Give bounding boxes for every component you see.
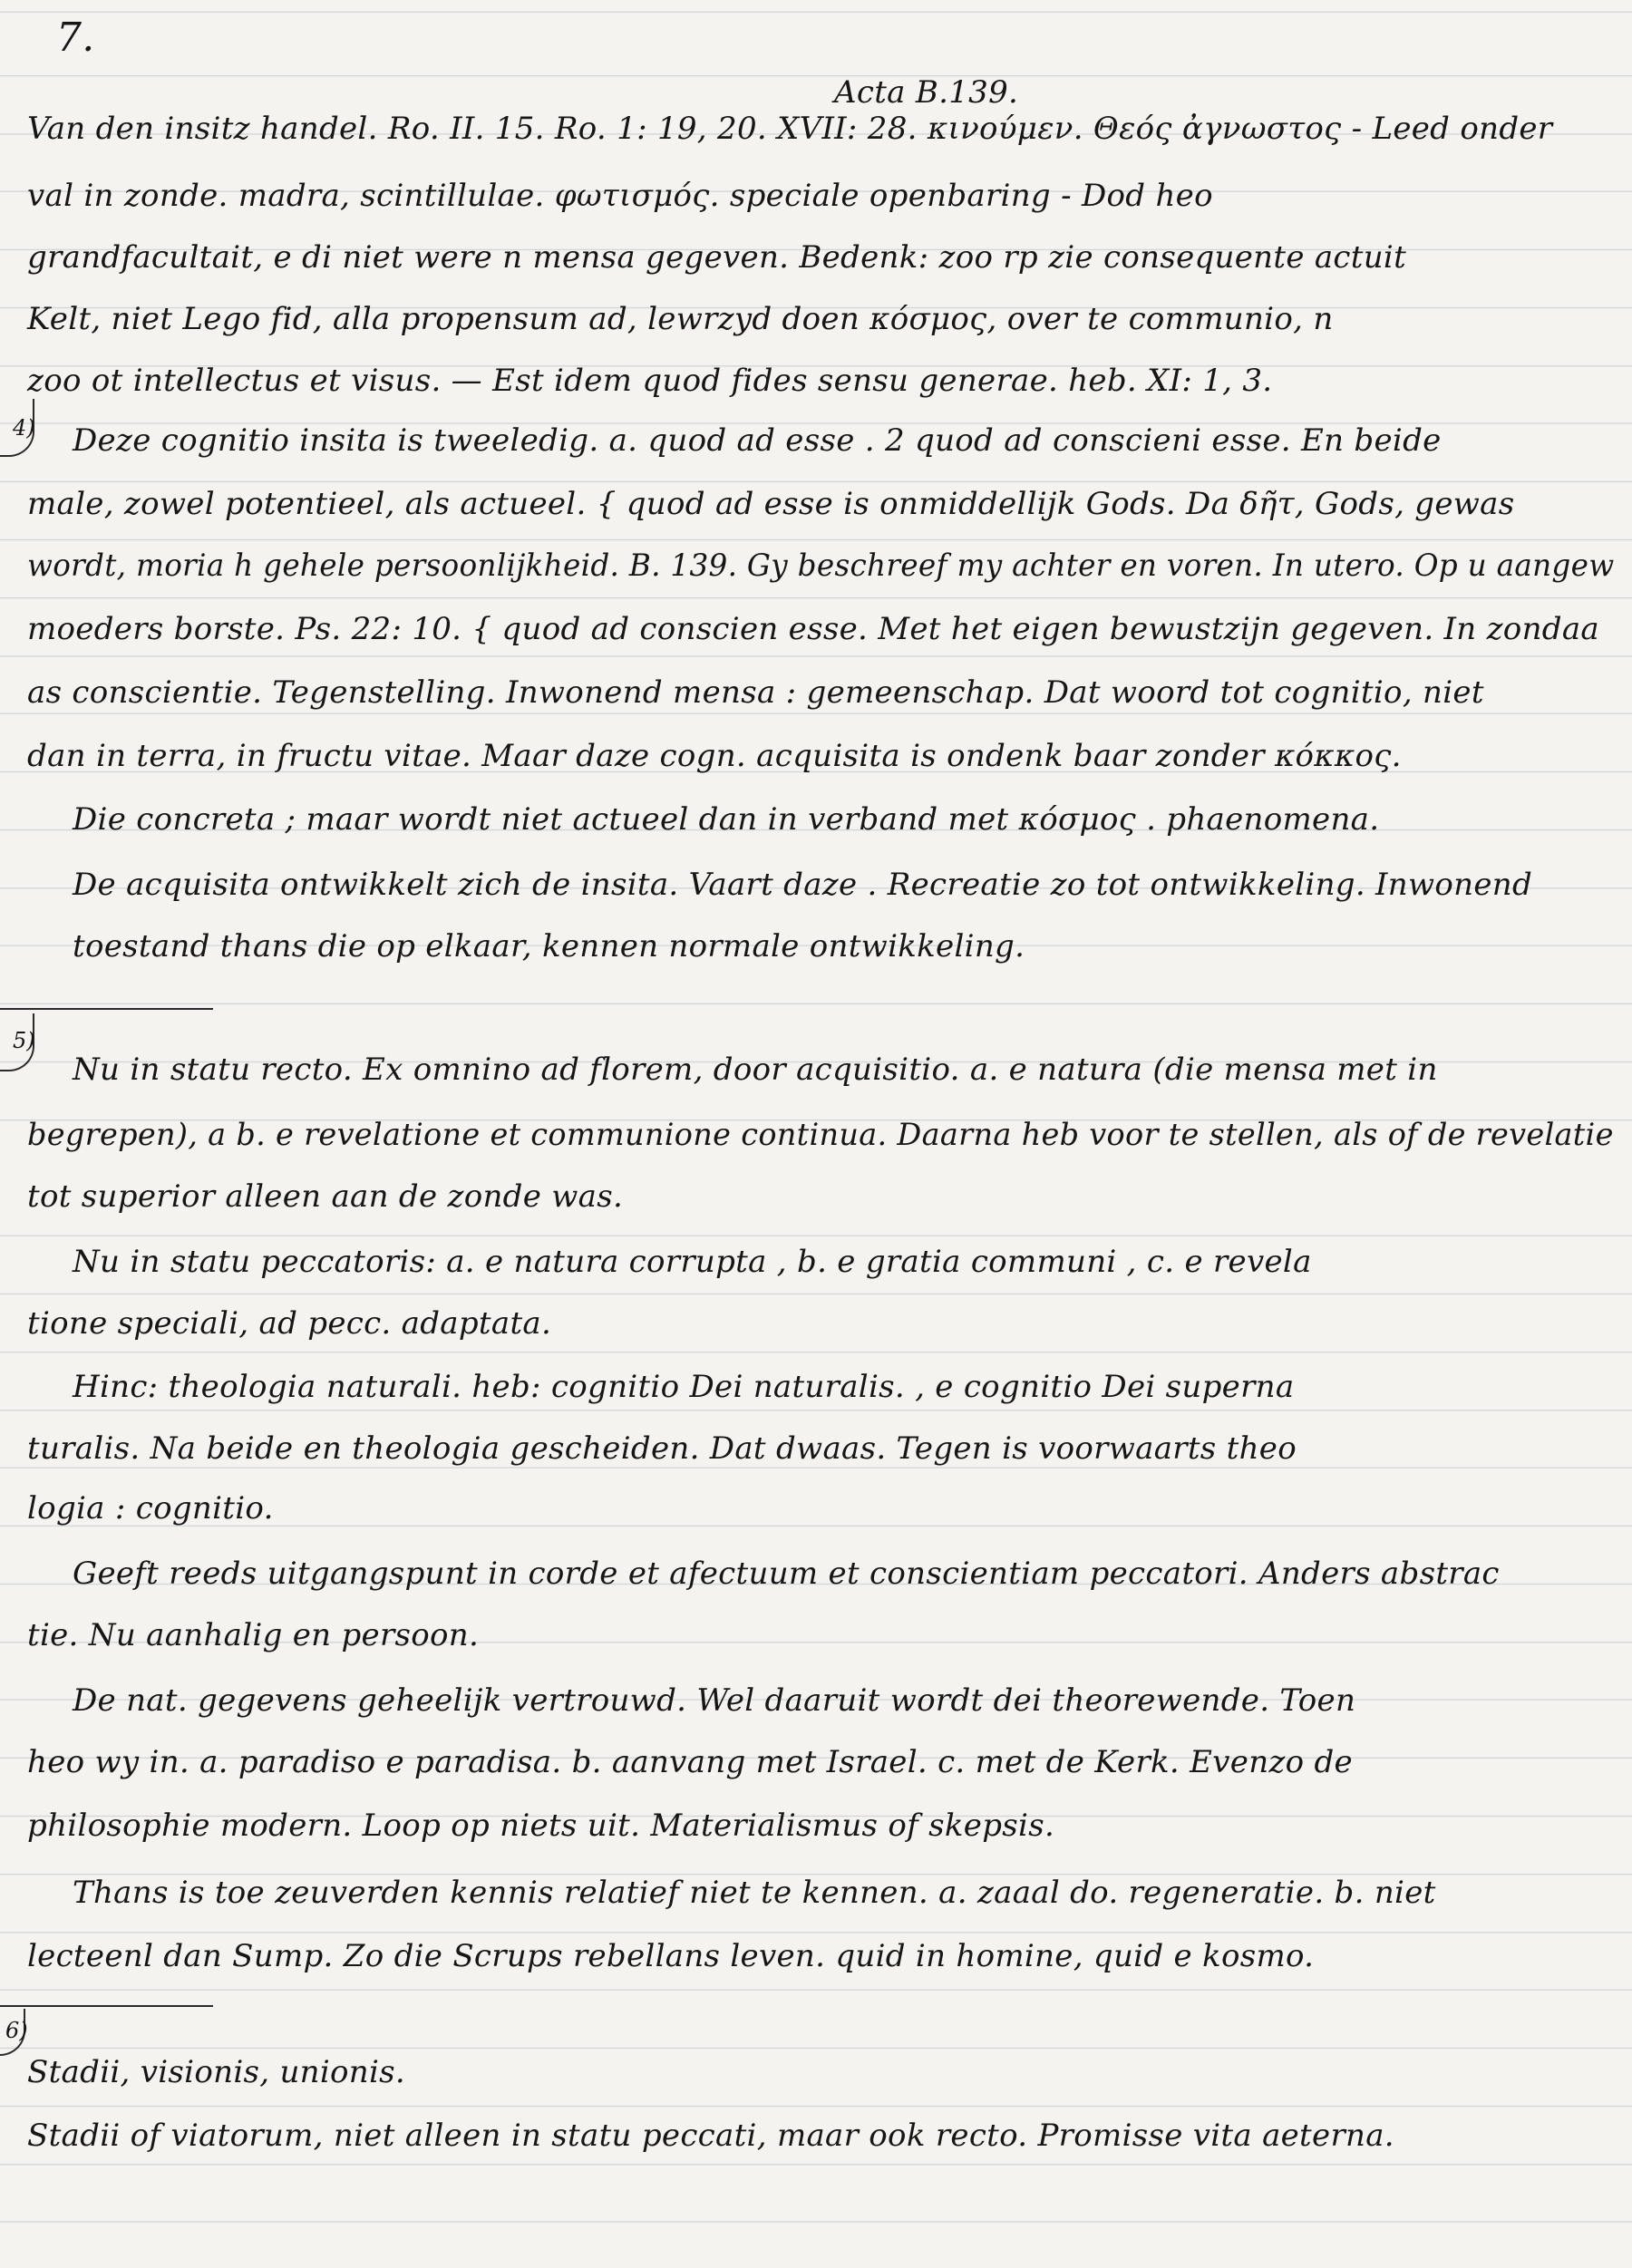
header-note: Acta B.139. [834,74,1019,111]
section-number: 5) [13,1028,35,1053]
intro-line: Van den insitz handel. Ro. II. 15. Ro. 1: 19, 20. XVII: 28. κινούμεν. Θεός ἀγνωστος - Leed onder [27,111,1553,147]
section5-line: lecteenl dan Sump. Zo die Scrups rebellans leven. quid in homine, quid e kosmo. [27,1938,1315,1974]
section6-line: Stadii of viatorum, niet alleen in statu peccati, maar ook recto. Promisse vita aeterna. [27,2118,1394,2154]
section4-line: De acquisita ontwikkelt zich de insita. Vaart daze . Recreatie zo tot ontwikkeling. Inwonend [73,867,1533,903]
section5-line: De nat. gegevens geheelijk vertrouwd. Wel daaruit wordt dei theorewende. Toen [73,1682,1356,1719]
section5-line: logia : cognitio. [27,1490,274,1527]
intro-line: Kelt, niet Lego fid, alla propensum ad, lewrzyd doen κόσμος, over te communio, n [27,301,1334,337]
section-divider [0,1008,213,1010]
section5-line: heo wy in. a. paradiso e paradisa. b. aanvang met Israel. c. met de Kerk. Evenzo de [27,1744,1353,1780]
section5-line: begrepen), a b. e revelatione et communione continua. Daarna heb voor te stellen, als of de revelatie [27,1117,1614,1153]
intro-line: val in zonde. madra, scintillulae. φωτισμός. speciale openbaring - Dod heo [27,178,1213,214]
section4-line: Die concreta ; maar wordt niet actueel dan in verband met κόσμος . phaenomena. [73,801,1380,838]
section5-line: Nu in statu peccatoris: a. e natura corrupta , b. e gratia communi , c. e revela [73,1244,1312,1280]
section5-line: tie. Nu aanhalig en persoon. [27,1617,480,1653]
section-divider [0,2005,213,2007]
section5-line: Geeft reeds uitgangspunt in corde et afectuum et conscientiam peccatori. Anders abstrac [73,1556,1500,1592]
section5-line: Thans is toe zeuverden kennis relatief niet te kennen. a. zaaal do. regeneratie. b. niet [73,1875,1436,1911]
section5-line: tot superior alleen aan de zonde was. [27,1178,624,1215]
section5-line: philosophie modern. Loop op niets uit. Materialismus of skepsis. [27,1808,1055,1844]
section4-line: Deze cognitio insita is tweeledig. a. quod ad esse . 2 quod ad conscieni esse. En beide [73,422,1442,459]
intro-line: zoo ot intellectus et visus. — Est idem quod fides sensu generae. heb. XI: 1, 3. [27,363,1273,399]
section5-line: Nu in statu recto. Ex omnino ad florem, door acquisitio. a. e natura (die mensa met in [73,1052,1438,1088]
section5-line: Hinc: theologia naturali. heb: cognitio Dei naturalis. , e cognitio Dei superna [73,1369,1295,1405]
section4-line: dan in terra, in fructu vitae. Maar daze cogn. acquisita is ondenk baar zonder κόκκος. [27,738,1402,774]
section4-line: male, zowel potentieel, als actueel. { quod ad esse is onmiddellijk Gods. Da δῆτ, Gods, gewas [27,486,1515,522]
section4-line: wordt, moria h gehele persoonlijkheid. B. 139. Gy beschreef my achter en voren. In utero. Op u aangew [27,548,1615,584]
section4-line: toestand thans die op elkaar, kennen normale ontwikkeling. [73,928,1025,964]
section6-line: Stadii, visionis, unionis. [27,2054,406,2090]
intro-line: grandfacultait, e di niet were n mensa gegeven. Bedenk: zoo rp zie consequente actuit [27,239,1407,276]
section-number: 6) [5,2018,28,2043]
section5-line: tione speciali, ad pecc. adaptata. [27,1305,552,1342]
section5-line: turalis. Na beide en theologia gescheiden. Dat dwaas. Tegen is voorwaarts theo [27,1430,1297,1467]
section4-line: as conscientie. Tegenstelling. Inwonend mensa : gemeenschap. Dat woord tot cognitio, niet [27,674,1484,711]
section-number: 4) [13,415,35,441]
page-number: 7. [56,15,95,61]
section4-line: moeders borste. Ps. 22: 10. { quod ad conscien esse. Met het eigen bewustzijn gegeven. In zondaa [27,611,1599,647]
